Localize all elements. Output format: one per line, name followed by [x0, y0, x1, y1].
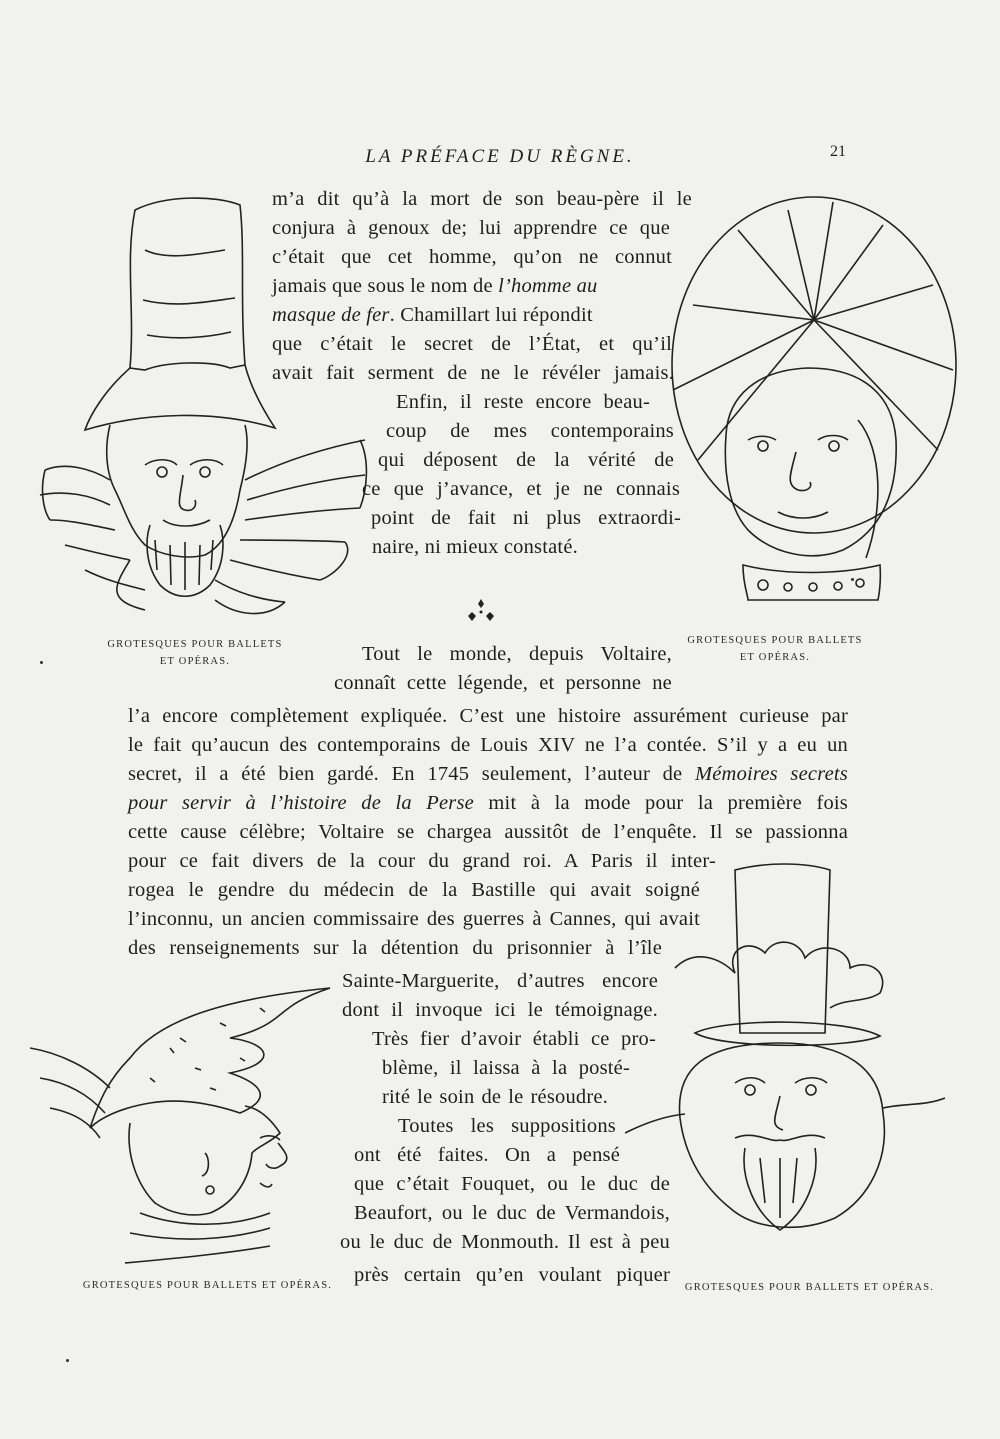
print-speck	[851, 578, 854, 581]
text-line: blème, il laissa à la posté-	[382, 1057, 630, 1079]
caption-line: GROTESQUES POUR BALLETS	[107, 639, 283, 650]
text-line	[128, 790, 848, 816]
text-run: mit à la mode pour la première fois	[473, 792, 848, 814]
text-line: Tout le monde, depuis Voltaire,	[362, 643, 672, 665]
text-line: conjura à genoux de; lui apprendre ce que	[272, 217, 670, 239]
text-line	[128, 761, 848, 787]
text-line: que c’était Fouquet, ou le duc de	[354, 1173, 670, 1195]
text-line: Enfin, il reste encore beau-	[396, 391, 650, 413]
text-line: point de fait ni plus extraordi-	[371, 507, 681, 529]
text-line: rogea le gendre du médecin de la Bastille qui avait soigné	[128, 879, 700, 901]
text-line: m’a dit qu’à la mort de son beau-père il le	[272, 188, 692, 210]
text-line: l’inconnu, un ancien commissaire des guerres à Cannes, qui avait	[128, 908, 700, 930]
caption-top-left	[80, 636, 310, 670]
text-line: connaît cette légende, et personne ne	[334, 672, 672, 694]
text-line: ou le duc de Monmouth. Il est à peu	[340, 1231, 670, 1253]
text-line: dont il invoque ici le témoignage.	[342, 999, 658, 1021]
text-run-italic: l’homme au	[498, 275, 598, 297]
caption-bottom-right: GROTESQUES POUR BALLETS ET OPÉRAS.	[684, 1282, 935, 1293]
text-line: c’était que cet homme, qu’on ne connut	[272, 246, 672, 268]
caption-line: ET OPÉRAS.	[159, 656, 231, 667]
text-line	[272, 273, 672, 299]
text-run: jamais que sous le nom de	[272, 275, 499, 297]
text-line: le fait qu’aucun des contemporains de Louis XIV ne l’a contée. S’il y a eu un	[128, 734, 848, 756]
text-line: que c’était le secret de l’État, et qu’il	[272, 333, 672, 355]
text-line: coup de mes contemporains	[386, 420, 674, 442]
caption-line: ET OPÉRAS.	[739, 652, 811, 663]
text-line: près certain qu’en voulant piquer	[354, 1264, 670, 1286]
text-line: ce que j’avance, et je ne connais	[362, 478, 680, 500]
text-line: avait fait serment de ne le révéler jamais.	[272, 362, 674, 384]
text-run-italic: masque de fer	[272, 304, 390, 326]
text-line: cette cause célèbre; Voltaire se chargea aussitôt de l’enquête. Il se passionna	[128, 821, 848, 843]
text-run-italic: Mémoires secrets	[694, 763, 848, 785]
caption-top-right	[670, 632, 880, 666]
text-line: Sainte-Marguerite, d’autres encore	[342, 970, 658, 992]
text-line: pour ce fait divers de la cour du grand roi. A Paris il inter-	[128, 850, 716, 872]
text-line: ont été faites. On a pensé	[354, 1144, 620, 1166]
fleuron-ornament	[466, 597, 496, 625]
page-number: 21	[830, 143, 846, 160]
print-speck	[66, 1359, 69, 1362]
text-line: des renseignements sur la détention du prisonnier à l’île	[128, 937, 662, 959]
text-line: Toutes les suppositions	[398, 1115, 616, 1137]
text-line: Beaufort, ou le duc de Vermandois,	[354, 1202, 670, 1224]
grotesque-illustration-feathered-hat	[30, 978, 340, 1268]
text-run: . Chamillart lui répondit	[389, 304, 593, 326]
text-line: Très fier d’avoir établi ce pro-	[372, 1028, 656, 1050]
text-run-italic: pour servir à l’histoire de la Perse	[128, 792, 474, 814]
print-speck	[40, 661, 43, 664]
text-run: secret, il a été bien gardé. En 1745 seulement, l’auteur de	[128, 763, 695, 785]
text-line: qui déposent de la vérité de	[378, 449, 674, 471]
grotesque-illustration-halo-headdress	[668, 190, 960, 620]
caption-line: GROTESQUES POUR BALLETS	[687, 635, 863, 646]
text-line: naire, ni mieux constaté.	[372, 536, 578, 558]
caption-bottom-left: GROTESQUES POUR BALLETS ET OPÉRAS.	[82, 1280, 333, 1291]
text-line: rité le soin de le résoudre.	[382, 1086, 608, 1108]
text-line: l’a encore complètement expliquée. C’est une histoire assurément curieuse par	[128, 705, 848, 727]
text-line	[272, 302, 672, 328]
running-head: LA PRÉFACE DU RÈGNE.	[365, 146, 635, 167]
